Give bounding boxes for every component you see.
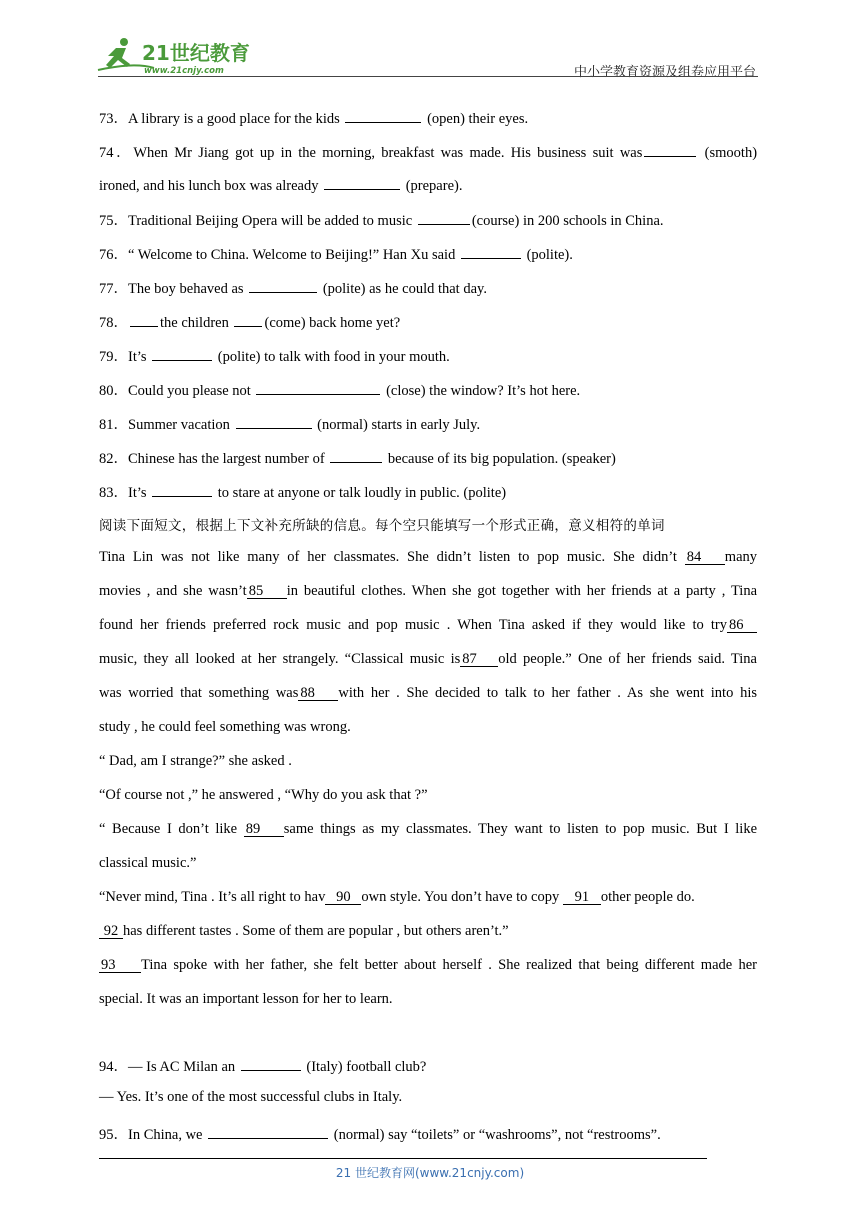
answer-blank[interactable]	[130, 312, 158, 327]
passage-gap[interactable]: 88	[298, 686, 338, 701]
footer-divider	[99, 1158, 707, 1159]
question-80: 80．Could you please not (close) the window? It’s hot here.	[99, 379, 580, 400]
passage-line: study , he could feel something was wrong.	[99, 719, 351, 735]
passage-line: special. It was an important lesson for her to learn.	[99, 991, 393, 1007]
question-82: 82．Chinese has the largest number of because of its big population. (speaker)	[99, 447, 616, 468]
passage-line: 93 Tina spoke with her father, she felt better about herself . She realized that being different made her	[101, 957, 757, 973]
answer-blank[interactable]	[324, 175, 400, 190]
answer-blank[interactable]	[418, 210, 470, 225]
question-75: 75．Traditional Beijing Opera will be added to music (course) in 200 schools in China.	[99, 209, 664, 230]
passage-line: music, they all looked at her strangely. “Classical music is 87 old people.” One of her friends said. Tina	[99, 651, 757, 667]
question-73: 73．A library is a good place for the kids (open) their eyes.	[99, 107, 528, 128]
question-74-cont: ironed, and his lunch box was already (prepare).	[99, 175, 462, 195]
answer-blank[interactable]	[234, 312, 262, 327]
passage-line: movies , and she wasn’t 85 in beautiful clothes. When she got together with her friends at a party , Tina	[99, 583, 758, 599]
answer-blank[interactable]	[644, 142, 696, 157]
passage-line: 92 has different tastes . Some of them are popular , but others aren’t.”	[99, 923, 509, 940]
platform-title: 中小学教育资源及组卷应用平台	[573, 64, 756, 79]
question-78: 78． the children (come) back home yet?	[99, 311, 400, 332]
answer-blank[interactable]	[208, 1124, 328, 1139]
passage-gap[interactable]: 93	[99, 958, 141, 973]
answer-blank[interactable]	[152, 346, 212, 361]
question-94-reply: — Yes. It’s one of the most successful clubs in Italy.	[99, 1089, 403, 1105]
logo-text: 21世纪教育	[142, 41, 250, 65]
question-95: 95．In China, we (normal) say “toilets” or “washrooms”, not “restrooms”.	[99, 1123, 661, 1144]
footer-link[interactable]: 21 世纪教育网(www.21cnjy.com)	[335, 1166, 525, 1180]
question-74: 74．When Mr Jiang got up in the morning, breakfast was made. His business suit was (smooth)	[99, 141, 757, 162]
question-83: 83．It’s to stare at anyone or talk loudly in public. (polite)	[99, 481, 506, 502]
passage-line: “ Because I don’t like 89 same things as my classmates. They want to listen to pop music. But I like	[99, 821, 758, 837]
answer-blank[interactable]	[152, 482, 212, 497]
logo	[94, 34, 264, 78]
passage-line: was worried that something was 88 with her . She decided to talk to her father . As she went into his	[99, 685, 757, 701]
answer-blank[interactable]	[241, 1056, 301, 1071]
passage-instruction: 阅读下面短文，根据上下文补充所缺的信息。每个空只能填写一个形式正确，意义相符的单词	[99, 518, 665, 534]
answer-blank[interactable]	[330, 448, 382, 463]
answer-blank[interactable]	[461, 244, 521, 259]
passage-line: “Never mind, Tina . It’s all right to hav 90 own style. You don’t have to copy 91 other people do.	[99, 889, 695, 905]
passage-gap[interactable]: 84	[685, 550, 725, 565]
answer-blank[interactable]	[345, 108, 421, 123]
passage-line: “ Dad, am I strange?” she asked .	[99, 753, 292, 769]
passage-gap[interactable]: 89	[244, 822, 284, 837]
passage-line: found her friends preferred rock music and pop music . When Tina asked if they would like to try 86	[99, 617, 757, 634]
passage-line: “Of course not ,” he answered , “Why do you ask that ?”	[99, 787, 428, 803]
page-header	[0, 0, 860, 80]
question-81: 81．Summer vacation (normal) starts in early July.	[99, 413, 480, 434]
question-76: 76．“ Welcome to China. Welcome to Beijing!” Han Xu said (polite).	[99, 243, 573, 264]
logo-url: www.21cnjy.com	[144, 66, 224, 76]
passage-gap[interactable]: 92	[99, 924, 123, 939]
passage-gap[interactable]: 90	[325, 890, 361, 905]
passage-gap[interactable]: 87	[460, 652, 498, 667]
question-77: 77．The boy behaved as (polite) as he could that day.	[99, 277, 487, 298]
question-94: 94．— Is AC Milan an (Italy) football club?	[99, 1055, 426, 1076]
header-divider	[98, 76, 758, 77]
passage-gap[interactable]: 91	[563, 890, 601, 905]
answer-blank[interactable]	[236, 414, 312, 429]
passage-line: Tina Lin was not like many of her classmates. She didn’t listen to pop music. She didn’t 84 many	[99, 549, 758, 565]
question-79: 79．It’s (polite) to talk with food in your mouth.	[99, 345, 450, 366]
answer-blank[interactable]	[249, 278, 317, 293]
passage-gap[interactable]: 86	[727, 618, 757, 633]
answer-blank[interactable]	[256, 380, 380, 395]
passage-gap[interactable]: 85	[247, 584, 287, 599]
passage-line: classical music.”	[99, 855, 197, 871]
